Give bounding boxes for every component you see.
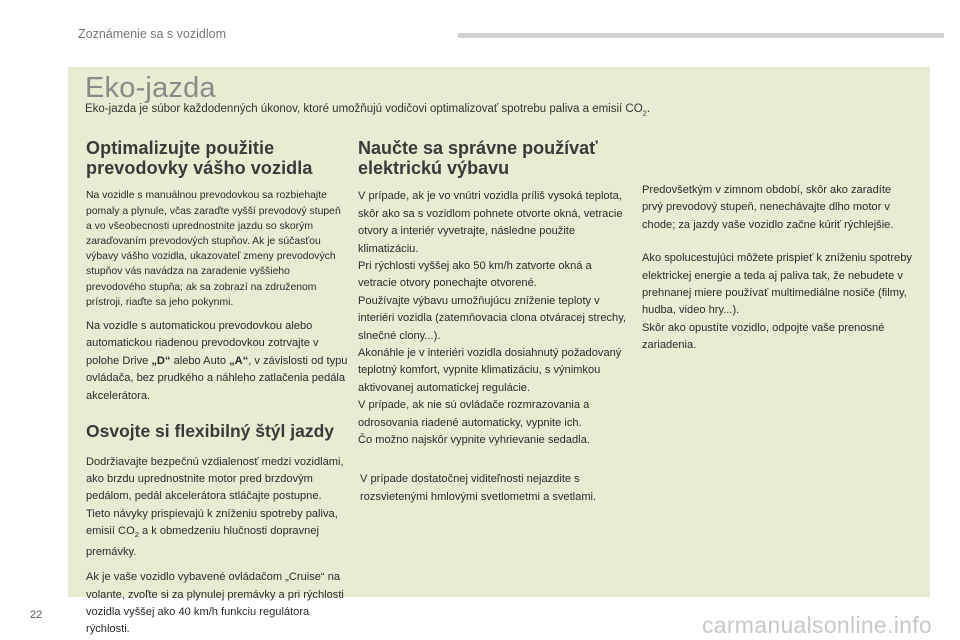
- drive-mode-a: „A“: [229, 354, 249, 367]
- intro-main: Eko-jazda je súbor každodenných úkonov, ktoré umožňujú vodičovi optimalizovať spotrebu paliva a emisií CO: [85, 103, 643, 115]
- heading-gearbox: Optimalizujte použitie prevodovky vášho vozidla: [86, 138, 313, 179]
- para3-main: Dodržiavajte bezpečnú vzdialenosť medzi vozidlami, ako brzdu uprednostnite motor pred brzdovým pedálom, pedál akcelerátora stláčajte postupne. Tieto návyky prispievajú k zníženiu spotreby paliva, emisií CO: [86, 455, 344, 538]
- para-auto-b: alebo Auto: [170, 354, 230, 367]
- column-left: [86, 138, 348, 639]
- para-safe-distance: [86, 454, 348, 562]
- heading-electrical: Naučte sa správne používať elektrickú výbavu: [358, 138, 598, 179]
- para-auto-c: , v závislosti od typu ovládača, bez prudkého a náhleho zatlačenia pedála akcelerátora.: [86, 354, 348, 402]
- intro-subscript: 2: [642, 108, 647, 118]
- para-passenger: Ako spolucestujúci môžete prispieť k zníženiu spotreby elektrickej energie a teda aj paliva tak, že nebudete v prehnanej miere používať multimediálne nosiče (filmy, hudba, video hry...). Skôr ako opustíte vozidlo, odpojte vaše prenosné zariadenia.: [642, 252, 912, 352]
- para3-subscript: 2: [134, 530, 139, 540]
- watermark: carmanualsonline.info: [701, 612, 932, 638]
- section-title: Zoznámenie sa s vozidlom: [78, 27, 226, 41]
- para3-end: a k obmedzeniu hlučnosti dopravnej premávky.: [86, 525, 319, 558]
- para-fog-lights: V prípade dostatočnej viditeľnosti nejazdite s rozsvietenými hmlovými svetlometmi a svetlami.: [360, 473, 597, 503]
- para-electrical: V prípade, ak je vo vnútri vozidla príliš vysoká teplota, skôr ako sa s vozidlom pohnete otvorte okná, vetracie otvory a interiér vyvetrajte, následne použite klimatizáciu. Pri rýchlosti vyššej ako 50 km/h zatvorte okná a vetracie otvory ponechajte otvorené. Používajte výbavu umožňujúcu zníženie teploty v interiéri vozidla (zatemňovacia clona otváracej strechy, slnečné clony...). Akonáhle je v interiéri vozidla dosiahnutý požadovaný teplotný komfort, vypnite klimatizáciu, s výnimkou aktivovanej automatickej regulácie. V prípade, ak nie sú ovládače rozmrazovania a odrosovania riadené automaticky, vypnite ich. Čo možno najskôr vypnite vyhrievanie sedadla.: [358, 190, 627, 446]
- para-manual-gearbox: Na vozidle s manuálnou prevodovkou sa rozbiehajte pomaly a plynule, včas zaraďte vyšší prevodový stupeň a vo všeobecnosti uprednostnite jazdu so skorým zaraďovaním prevodových stupňov. Ak je súčasťou výbavy vášho vozidla, ukazovateľ zmeny prevodových stupňov vás navádza na zaradenie vyššieho prevodového stupňa; ak sa zobrazí na združenom prístroji, riaďte sa jeho pokynmi.: [86, 190, 341, 308]
- para-winter: Predovšetkým v zimnom období, skôr ako zaradíte prvý prevodový stupeň, nenechávajte dlho motor v chode; za jazdy vaše vozidlo začne kúriť rýchlejšie.: [642, 184, 894, 231]
- header-divider: [458, 33, 944, 38]
- heading-driving-style: Osvojte si flexibilný štýl jazdy: [86, 420, 335, 441]
- para-cruise: Ak je vaše vozidlo vybavené ovládačom „Cruise“ na volante, zvoľte si za plynulej premávky a pri rýchlosti vozidla vyššej ako 40 km/h funkciu regulátora rýchlosti.: [86, 571, 344, 636]
- column-middle: [358, 138, 628, 506]
- drive-mode-d: „D“: [151, 354, 171, 367]
- para-auto-a: Na vozidle s automatickou prevodovkou alebo automatickou riadenou prevodovkou zotrvajte v polohe Drive: [86, 319, 319, 367]
- intro-period: .: [646, 103, 651, 115]
- intro-text: [85, 103, 650, 117]
- column-right: [642, 182, 914, 355]
- para-automatic-gearbox: [86, 318, 348, 405]
- page-number: 22: [30, 609, 43, 621]
- page-heading: Eko-jazda: [85, 72, 216, 104]
